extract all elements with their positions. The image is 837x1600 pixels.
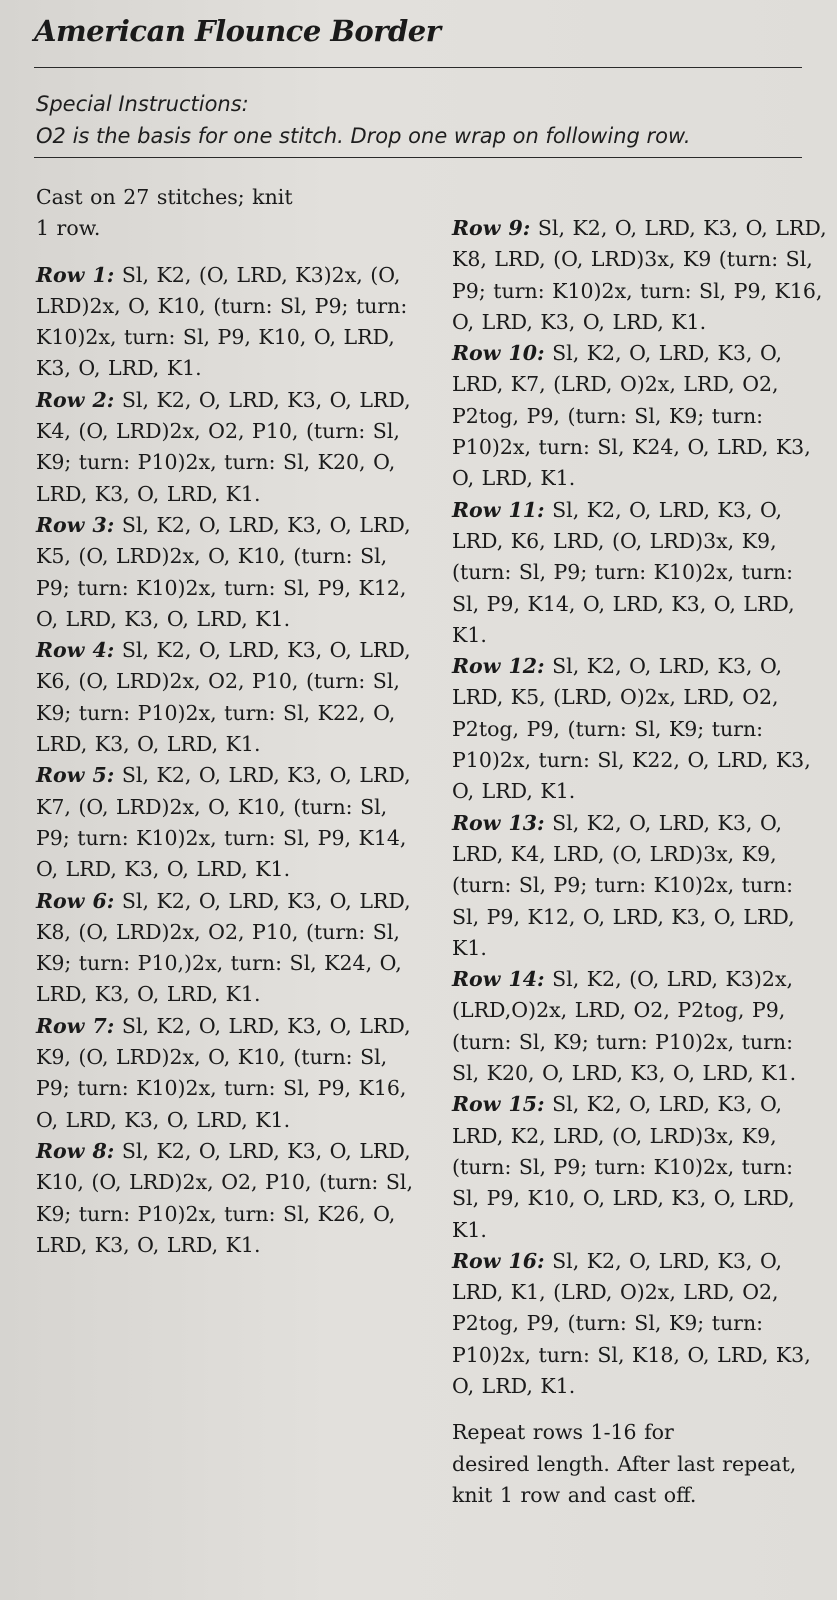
row-label: Row 3: [36, 512, 115, 537]
row-label: Row 13: [452, 810, 545, 835]
pattern-row [36, 760, 416, 885]
row-instructions: Sl, K2, O, LRD, K3, O, LRD, K9, (O, LRD)2x, O, K10, (turn: Sl, P9; turn: K10)2x, turn: Sl, P9, K16, O, LRD, K3, O, LRD, K1. [36, 1013, 411, 1132]
left-column [36, 182, 416, 1261]
pattern-row [36, 260, 416, 385]
row-label: Row 5: [36, 763, 115, 788]
row-instructions: Sl, K2, O, LRD, K3, O, LRD, K10, (O, LRD)2x, O2, P10, (turn: Sl, K9; turn: P10)2x, turn: Sl, K26, O, LRD, K3, O, LRD, K1. [36, 1138, 413, 1257]
pattern-row [452, 1246, 827, 1402]
row-label: Row 7: [36, 1013, 115, 1038]
row-instructions: Sl, K2, (O, LRD, K3)2x, (O, LRD)2x, O, K10, (turn: Sl, P9; turn: K10)2x, turn: Sl, P9, K10, O, LRD, K3, O, LRD, K1. [36, 262, 408, 381]
row-label: Row 6: [36, 888, 115, 913]
row-instructions: Sl, K2, O, LRD, K3, O, LRD, K5, (O, LRD)2x, O, K10, (turn: Sl, P9; turn: K10)2x, turn: Sl, P9, K12, O, LRD, K3, O, LRD, K1. [36, 512, 411, 631]
row-instructions: Sl, K2, O, LRD, K3, O, LRD, K2, LRD, (O, LRD)3x, K9, (turn: Sl, P9; turn: K10)2x, turn: Sl, P9, K10, O, LRD, K3, O, LRD, K1. [452, 1092, 795, 1242]
pattern-row [452, 213, 827, 338]
row-instructions: Sl, K2, O, LRD, K3, O, LRD, K8, LRD, (O, LRD)3x, K9 (turn: Sl, P9; turn: K10)2x, turn: Sl, P9, K16, O, LRD, K3, O, LRD, K1. [452, 216, 827, 334]
row-instructions: Sl, K2, O, LRD, K3, O, LRD, K8, (O, LRD)2x, O2, P10, (turn: Sl, K9; turn: P10,)2x, turn: Sl, K24, O, LRD, K3, O, LRD, K1. [36, 888, 411, 1007]
row-instructions: Sl, K2, O, LRD, K3, O, LRD, K7, (O, LRD)2x, O, K10, (turn: Sl, P9; turn: K10)2x, turn: Sl, P9, K14, O, LRD, K3, O, LRD, K1. [36, 763, 411, 882]
row-label: Row 1: [36, 262, 115, 287]
row-instructions: Sl, K2, O, LRD, K3, O, LRD, K6, (O, LRD)2x, O2, P10, (turn: Sl, K9; turn: P10)2x, turn: Sl, K22, O, LRD, K3, O, LRD, K1. [36, 638, 411, 757]
row-label: Row 14: [452, 967, 545, 992]
special-instructions [36, 88, 691, 152]
row-instructions: Sl, K2, O, LRD, K3, O, LRD, K1, (LRD, O)2x, LRD, O2, P2tog, P9, (turn: Sl, K9; turn: P10)2x, turn: Sl, K18, O, LRD, K3, O, LRD, K1. [452, 1248, 811, 1398]
row-instructions: Sl, K2, O, LRD, K3, O, LRD, K7, (LRD, O)2x, LRD, O2, P2tog, P9, (turn: Sl, K9; turn: P10)2x, turn: Sl, K24, O, LRD, K3, O, LRD, K1. [452, 341, 811, 491]
row-instructions: Sl, K2, O, LRD, K3, O, LRD, K4, (O, LRD)2x, O2, P10, (turn: Sl, K9; turn: P10)2x, turn: Sl, K20, O, LRD, K3, O, LRD, K1. [36, 387, 411, 506]
pattern-row [452, 338, 827, 494]
row-label: Row 10: [452, 341, 545, 366]
row-label: Row 4: [36, 638, 115, 663]
repeat-note: Repeat rows 1-16 for desired length. After last repeat, knit 1 row and cast off. [452, 1420, 797, 1507]
pattern-row [36, 635, 416, 760]
special-instructions-heading: Special Instructions: [36, 92, 249, 116]
row-instructions: Sl, K2, O, LRD, K3, O, LRD, K5, (LRD, O)2x, LRD, O2, P2tog, P9, (turn: Sl, K9; turn: P10)2x, turn: Sl, K22, O, LRD, K3, O, LRD, K1. [452, 654, 811, 804]
bottom-divider [34, 157, 802, 158]
pattern-row [452, 964, 827, 1089]
row-instructions: Sl, K2, O, LRD, K3, O, LRD, K4, LRD, (O, LRD)3x, K9, (turn: Sl, P9; turn: K10)2x, turn: Sl, P9, K12, O, LRD, K3, O, LRD, K1. [452, 810, 795, 960]
pattern-row [36, 1136, 416, 1261]
row-label: Row 12: [452, 654, 545, 679]
row-label: Row 11: [452, 497, 545, 522]
row-label: Row 2: [36, 387, 115, 412]
pattern-row [452, 808, 827, 964]
right-column [452, 213, 827, 1511]
right-row-list [452, 213, 827, 1402]
pattern-row [36, 1011, 416, 1136]
row-label: Row 16: [452, 1248, 545, 1273]
pattern-row [452, 651, 827, 807]
row-instructions: Sl, K2, O, LRD, K3, O, LRD, K6, LRD, (O, LRD)3x, K9, (turn: Sl, P9; turn: K10)2x, turn: Sl, P9, K14, O, LRD, K3, O, LRD, K1. [452, 497, 795, 647]
special-instructions-text: O2 is the basis for one stitch. Drop one wrap on following row. [36, 124, 691, 148]
row-label: Row 15: [452, 1092, 545, 1117]
pattern-row [452, 1089, 827, 1245]
row-instructions: Sl, K2, (O, LRD, K3)2x, (LRD,O)2x, LRD, O2, P2tog, P9, (turn: Sl, K9; turn: P10)2x, turn: Sl, K20, O, LRD, K3, O, LRD, K1. [452, 967, 797, 1086]
pattern-row [36, 510, 416, 635]
top-divider [34, 67, 802, 68]
pattern-title: American Flounce Border [34, 14, 441, 48]
row-label: Row 8: [36, 1138, 115, 1163]
pattern-row [36, 886, 416, 1011]
row-label: Row 9: [452, 216, 531, 240]
left-row-list [36, 260, 416, 1262]
pattern-row [36, 385, 416, 510]
pattern-row [452, 495, 827, 651]
cast-on-instruction: Cast on 27 stitches; knit 1 row. [36, 185, 293, 241]
